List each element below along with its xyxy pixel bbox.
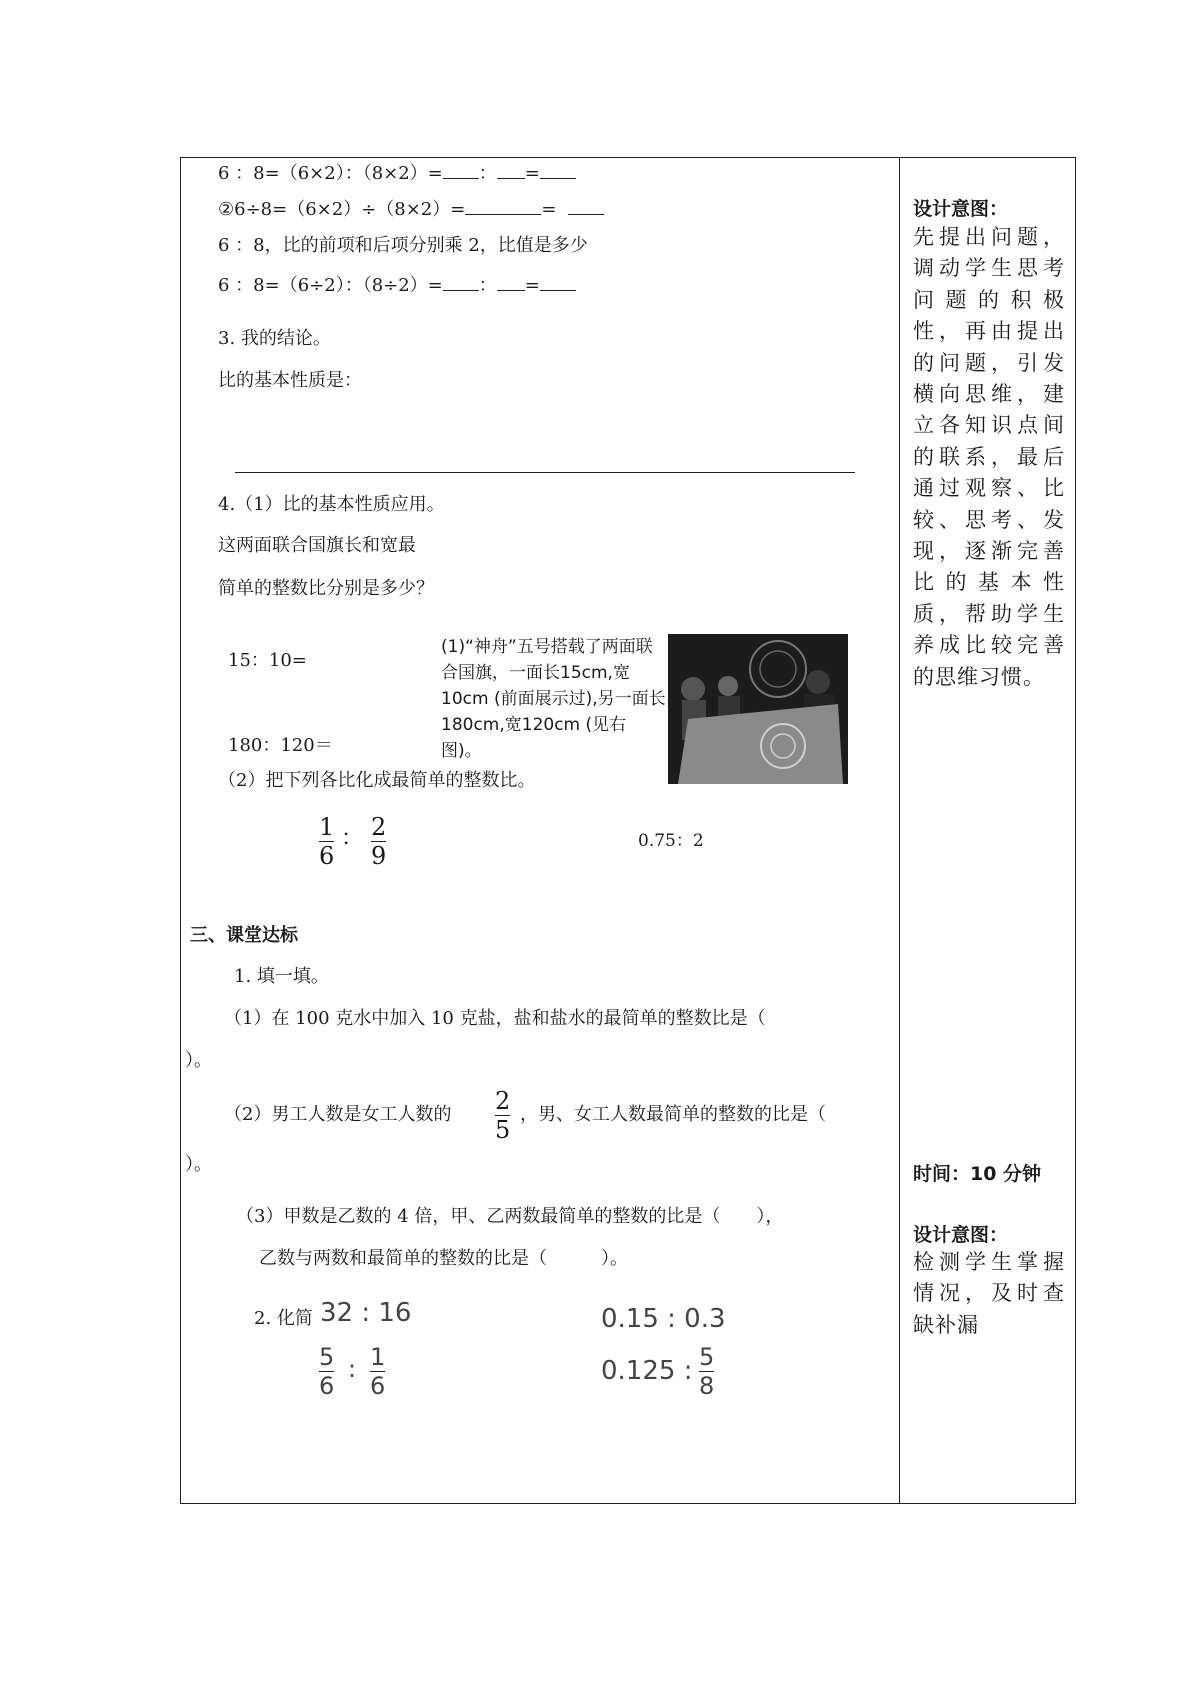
denominator: 8 <box>699 1372 715 1400</box>
decimal-ratio: 0.75：2 <box>638 831 704 851</box>
fill-question-3: （3）甲数是乙数的 4 倍，甲、乙两数最简单的整数的比是（ ）， <box>236 1206 784 1227</box>
answer-line <box>235 472 855 473</box>
part-2-heading: （2）把下列各比化成最简单的整数比。 <box>218 770 536 791</box>
fill-question-3b: 乙数与两数和最简单的整数的比是（ ）。 <box>259 1248 628 1269</box>
denominator: 6 <box>319 1372 335 1400</box>
numerator: 2 <box>495 1087 511 1115</box>
application-heading: 4.（1）比的基本性质应用。 <box>218 494 445 515</box>
application-question-1: 这两面联合国旗长和宽最 <box>218 535 416 556</box>
design-intent-label: 设计意图： <box>913 198 1009 220</box>
application-question-2: 简单的整数比分别是多少？ <box>218 578 434 599</box>
ratio-line-2-text: 6 ：8=（6÷2）：（8÷2）= <box>218 275 443 296</box>
textbook-excerpt: (1)“神舟”五号搭载了两面联合国旗，一面长15cm,宽10cm (前面展示过),另一面长180cm,宽120cm (见右图)。 <box>441 637 666 761</box>
denominator: 5 <box>495 1116 511 1144</box>
fraction-two-ninths <box>371 814 386 869</box>
blank <box>443 274 479 291</box>
blank <box>465 198 541 215</box>
fraction-five-sixths <box>319 1344 334 1399</box>
sep: = <box>524 275 540 296</box>
numerator: 1 <box>370 1343 386 1371</box>
simplify-015-03: 0.15 : 0.3 <box>601 1304 726 1334</box>
ratio-15-10: 15：10= <box>228 650 307 671</box>
fill-question-1-end: ）。 <box>185 1050 212 1071</box>
simplify-heading: 2. 化简 <box>254 1308 313 1329</box>
lesson-table <box>180 157 1076 1504</box>
fraction-five-eighths <box>699 1344 714 1399</box>
numerator: 1 <box>319 813 335 841</box>
numerator: 5 <box>699 1343 715 1371</box>
fill-question-1: （1）在 100 克水中加入 10 克盐，盐和盐水的最简单的整数比是（ <box>224 1008 766 1029</box>
blank <box>497 162 525 179</box>
ratio-180-120: 180：120＝ <box>228 735 333 756</box>
ratio-colon: : <box>348 1355 357 1383</box>
sep: = <box>541 199 557 220</box>
blank <box>443 162 479 179</box>
simplify-0125: 0.125 : <box>601 1356 693 1386</box>
column-divider <box>899 158 900 1503</box>
sep: ： <box>478 275 497 296</box>
division-line-text: ②6÷8=（6×2）÷（8×2）= <box>218 199 466 220</box>
fill-heading: 1. 填一填。 <box>234 966 329 987</box>
conclusion-text: 比的基本性质是： <box>218 370 362 391</box>
simplify-32-16: 32 : 16 <box>320 1298 412 1328</box>
design-intent-text: 先提出问题，调动学生思考问题的积极性，再由提出的问题，引发横向思维，建立各知识点间的联系，最后通过观察、比较、思考、发现，逐渐完善比的基本性质，帮助学生养成比较完善的思维习惯。 <box>913 225 1065 689</box>
fill-question-2-pre: （2）男工人数是女工人数的 <box>224 1104 452 1125</box>
division-line <box>218 198 604 221</box>
fraction-one-sixth-2 <box>370 1344 385 1399</box>
time-label: 时间：10 分钟 <box>913 1163 1042 1185</box>
conclusion-heading: 3. 我的结论。 <box>218 328 331 349</box>
un-flag-photo <box>668 634 848 784</box>
fill-question-2-end: ）。 <box>185 1154 212 1175</box>
ratio-line-1 <box>218 162 576 185</box>
blank <box>568 198 604 215</box>
numerator: 2 <box>371 813 387 841</box>
numerator: 5 <box>319 1343 335 1371</box>
fill-question-2-post: ，男、女工人数最简单的整数的比是（ <box>520 1104 826 1125</box>
photo-illustration <box>668 634 848 784</box>
denominator: 9 <box>371 842 387 870</box>
blank <box>540 162 576 179</box>
design-intent-label-2: 设计意图： <box>913 1224 1009 1246</box>
fraction-two-fifths <box>495 1088 510 1143</box>
fraction-one-sixth <box>319 814 334 869</box>
section-3-heading: 三、课堂达标 <box>190 925 298 946</box>
denominator: 6 <box>319 842 335 870</box>
sep: ： <box>478 163 497 184</box>
sep: = <box>524 163 540 184</box>
question-line: 6 ：8，比的前项和后项分别乘 2，比值是多少 <box>218 235 588 256</box>
ratio-line-1-text: 6 ：8=（6×2）：（8×2）= <box>218 163 443 184</box>
ratio-line-2 <box>218 274 576 297</box>
design-intent-text-2: 检测学生掌握情况，及时查缺补漏 <box>913 1250 1065 1337</box>
ratio-colon: ： <box>341 826 364 851</box>
denominator: 6 <box>370 1372 386 1400</box>
blank <box>497 274 525 291</box>
blank <box>540 274 576 291</box>
